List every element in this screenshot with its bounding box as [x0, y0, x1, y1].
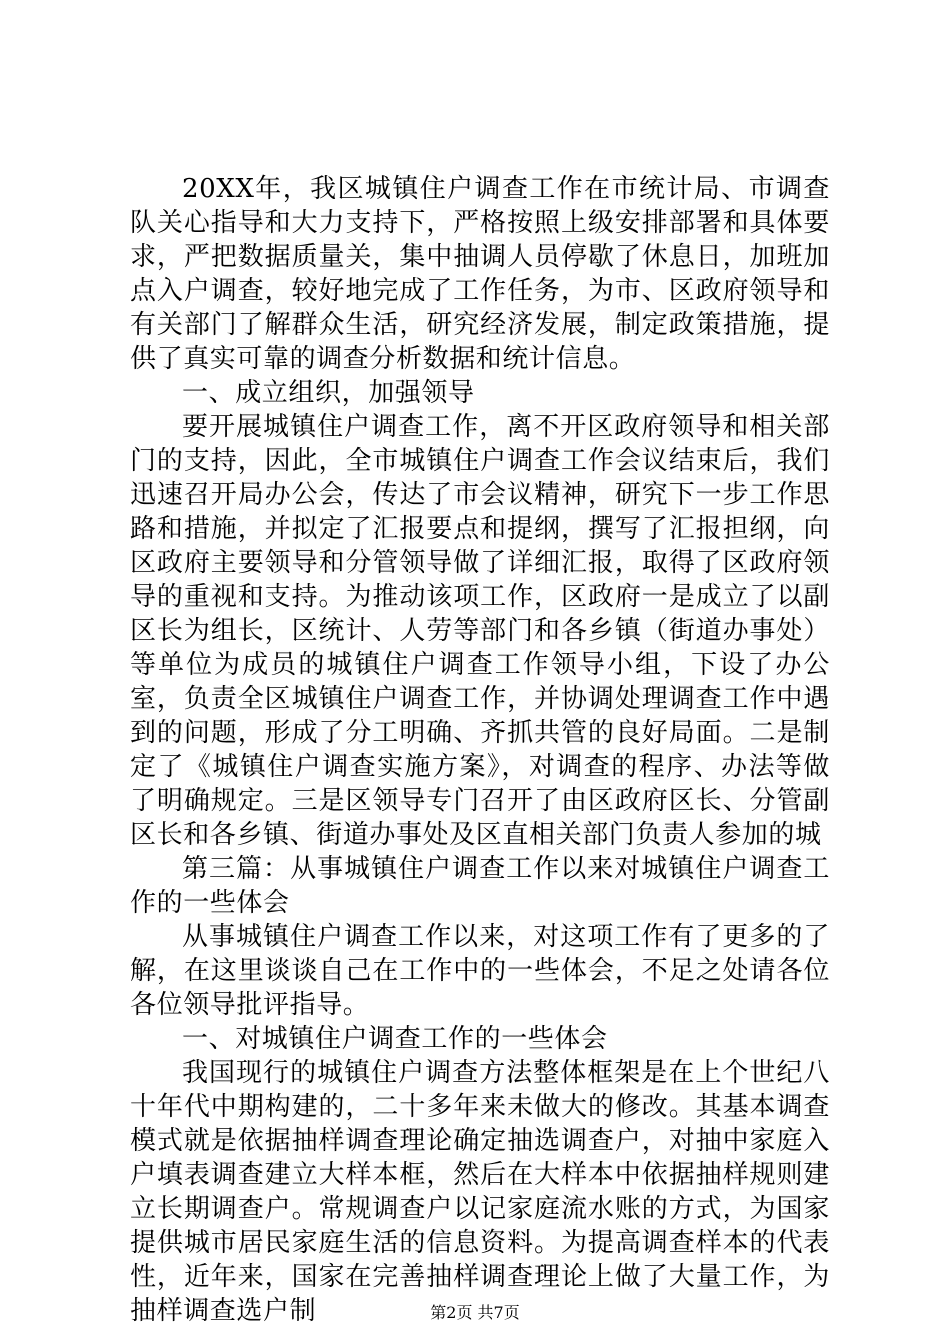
chapter-title: 第三篇：从事城镇住户调查工作以来对城镇住户调查工作的一些体会	[130, 854, 830, 918]
section-heading-experience: 一、对城镇住户调查工作的一些体会	[182, 1024, 608, 1054]
section-heading-organization: 一、成立组织，加强领导	[182, 378, 475, 408]
experience-paragraph: 我国现行的城镇住户调查方法整体框架是在上个世纪八十年代中期构建的，二十多年来未做大的修改。其基本调查模式就是依据抽样调查理论确定抽选调查户，对抽中家庭入户填表调查建立大样本框，然后在大样本中依据抽样规则建立长期调查户。常规调查户以记家庭流水账的方式，为国家提供城市居民家庭生活的信息资料。为提高调查样本的代表性，近年来，国家在完善抽样调查理论上做了大量工作，为抽样调查选户制	[130, 1058, 830, 1326]
chapter-intro-paragraph: 从事城镇住户调查工作以来，对这项工作有了更多的了解，在这里谈谈自己在工作中的一些体会，不足之处请各位各位领导批评指导。	[130, 922, 830, 1020]
intro-paragraph: 20XX年，我区城镇住户调查工作在市统计局、市调查队关心指导和大力支持下，严格按照上级安排部署和具体要求，严把数据质量关，集中抽调人员停歇了休息日，加班加点入户调查，较好地完成了工作任务，为市、区政府领导和有关部门了解群众生活，研究经济发展，制定政策措施，提供了真实可靠的调查分析数据和统计信息。	[130, 174, 830, 374]
organization-paragraph: 要开展城镇住户调查工作，离不开区政府领导和相关部门的支持，因此，全市城镇住户调查工作会议结束后，我们迅速召开局办公会，传达了市会议精神，研究下一步工作思路和措施，并拟定了汇报要点和提纲，撰写了汇报担纲，向区政府主要领导和分管领导做了详细汇报，取得了区政府领导的重视和支持。为推动该项工作，区政府一是成立了以副区长为组长，区统计、人劳等部门和各乡镇（街道办事处）等单位为成员的城镇住户调查工作领导小组，下设了办公室，负责全区城镇住户调查工作，并协调处理调查工作中遇到的问题，形成了分工明确、齐抓共管的良好局面。二是制定了《城镇住户调查实施方案》，对调查的程序、办法等做了明确规定。三是区领导专门召开了由区政府区长、分管副区长和各乡镇、街道办事处及区直相关部门负责人参加的城	[130, 412, 830, 850]
page-number: 第2页 共7页	[430, 1303, 520, 1322]
document-body	[130, 172, 830, 1328]
